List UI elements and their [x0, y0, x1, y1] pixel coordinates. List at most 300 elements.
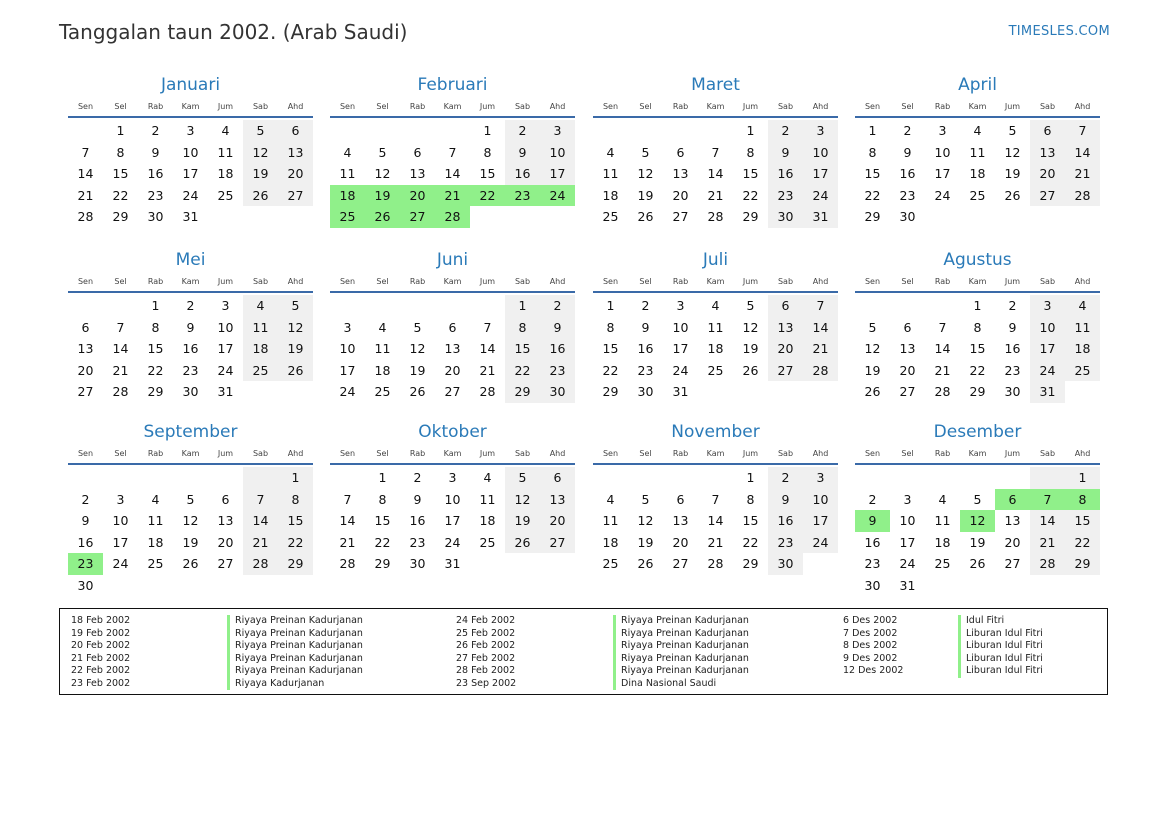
- day-empty: [1065, 206, 1100, 228]
- weekday-header: [855, 100, 1100, 114]
- day-empty: [628, 120, 663, 142]
- day-cell: 5: [505, 467, 540, 489]
- weekday-header: [855, 447, 1100, 461]
- day-cell: 13: [768, 317, 803, 339]
- day-cell: 4: [606, 491, 615, 507]
- day-empty: [925, 575, 960, 597]
- day-cell: 4: [378, 319, 387, 335]
- day-empty: [768, 381, 803, 403]
- day-cell: 11: [707, 319, 724, 335]
- day-cell: 11: [1065, 317, 1100, 339]
- holiday-date: 9 Des 2002: [843, 652, 898, 664]
- day-cell: 19: [182, 534, 199, 550]
- day-cell: 15: [147, 341, 164, 357]
- day-cell: 18: [934, 534, 951, 550]
- day-cell: 17: [444, 513, 461, 529]
- day-cell: 5: [641, 491, 650, 507]
- day-cell: 24: [803, 185, 838, 207]
- day-cell: 14: [339, 513, 356, 529]
- day-cell: 16: [505, 163, 540, 185]
- day-cell: 10: [217, 319, 234, 335]
- day-cell: 3: [221, 298, 230, 313]
- day-cell: 23: [540, 360, 575, 382]
- day-cell: 4: [606, 144, 615, 160]
- day-empty: [733, 381, 768, 403]
- day-empty: [103, 467, 138, 489]
- day-empty: [925, 467, 960, 489]
- day-cell: 12: [243, 142, 278, 164]
- day-cell: 7: [483, 319, 492, 335]
- weekday-label: Sen: [339, 449, 356, 458]
- holiday-date: 7 Des 2002: [843, 627, 898, 639]
- day-cell: 2: [1008, 298, 1017, 313]
- day-cell: 1: [151, 298, 160, 313]
- day-cell: 19: [637, 534, 654, 550]
- day-cell: 16: [899, 166, 916, 182]
- day-cell: 1: [505, 295, 540, 317]
- month-name: Oktober: [418, 422, 487, 442]
- holiday-date: 20 Feb 2002: [71, 640, 131, 651]
- day-cell: 6: [676, 491, 685, 507]
- weekday-label: Jum: [742, 102, 759, 111]
- holiday-names-col-3: [958, 615, 1043, 678]
- day-cell: 22: [505, 360, 540, 382]
- day-cell: 16: [182, 341, 199, 357]
- day-cell: 15: [864, 166, 881, 182]
- month-name: Agustus: [943, 250, 1012, 270]
- day-cell: 29: [742, 556, 759, 572]
- day-cell: 5: [868, 319, 877, 335]
- holiday-name: Riyaya Preinan Kadurjanan: [227, 615, 363, 628]
- day-cell: 7: [243, 489, 278, 511]
- day-cell: 8: [483, 144, 492, 160]
- month-divider: [855, 291, 1100, 293]
- day-cell: 4: [483, 470, 492, 485]
- day-cell: 7: [938, 319, 947, 335]
- day-cell: 3: [186, 123, 195, 138]
- weekday-header: [330, 447, 575, 461]
- day-empty: [995, 206, 1030, 228]
- month-divider: [330, 291, 575, 293]
- day-cell: 23: [68, 553, 103, 575]
- weekday-label: Sen: [864, 449, 881, 458]
- day-empty: [855, 295, 890, 317]
- weekday-header: [855, 275, 1100, 289]
- day-cell: 12: [637, 513, 654, 529]
- day-cell: 30: [768, 553, 803, 575]
- day-cell: 1: [483, 123, 492, 138]
- day-cell: 6: [995, 489, 1030, 511]
- day-cell: 9: [903, 144, 912, 160]
- day-cell: 7: [81, 144, 90, 160]
- weekday-label: Rab: [672, 102, 689, 111]
- day-cell: 25: [1065, 360, 1100, 382]
- holiday-name: Idul Fitri: [958, 615, 1043, 628]
- day-cell: 11: [602, 513, 619, 529]
- weekday-label: Sab: [1039, 102, 1056, 111]
- day-empty: [103, 295, 138, 317]
- day-cell: 2: [540, 295, 575, 317]
- day-cell: 8: [868, 144, 877, 160]
- day-cell: 8: [151, 319, 160, 335]
- day-cell: 19: [864, 362, 881, 378]
- holiday-date: 28 Feb 2002: [456, 665, 516, 676]
- day-cell: 19: [409, 362, 426, 378]
- weekday-header: [68, 447, 313, 461]
- day-cell: 9: [81, 513, 90, 529]
- day-cell: 6: [540, 467, 575, 489]
- weekday-label: Sel: [639, 102, 652, 111]
- day-empty: [1030, 467, 1065, 489]
- weekday-label: Ahd: [287, 102, 304, 111]
- day-empty: [138, 575, 173, 597]
- day-empty: [470, 295, 505, 317]
- weekday-label: Ahd: [549, 449, 566, 458]
- day-cell: 31: [803, 206, 838, 228]
- day-empty: [470, 206, 505, 228]
- day-cell: 26: [243, 185, 278, 207]
- day-cell: 5: [973, 491, 982, 507]
- holiday-date: 8 Des 2002: [843, 640, 898, 651]
- day-cell: 17: [803, 510, 838, 532]
- day-cell: 23: [864, 556, 881, 572]
- day-cell: 23: [147, 187, 164, 203]
- holiday-name: Liburan Idul Fitri: [958, 640, 1043, 653]
- day-cell: 24: [182, 187, 199, 203]
- day-grid: [593, 120, 838, 228]
- day-cell: 19: [505, 510, 540, 532]
- weekday-label: Rab: [934, 277, 951, 286]
- day-cell: 3: [540, 120, 575, 142]
- weekday-header: [593, 447, 838, 461]
- day-cell: 27: [540, 532, 575, 554]
- month-divider: [593, 116, 838, 118]
- day-cell: 25: [330, 206, 365, 228]
- day-cell: 11: [969, 144, 986, 160]
- weekday-label: Sen: [864, 102, 881, 111]
- day-cell: 30: [864, 577, 881, 593]
- day-cell: 1: [116, 123, 125, 138]
- day-empty: [960, 467, 995, 489]
- day-cell: 20: [899, 362, 916, 378]
- day-cell: 20: [400, 185, 435, 207]
- day-empty: [208, 575, 243, 597]
- day-cell: 17: [182, 166, 199, 182]
- day-cell: 21: [435, 185, 470, 207]
- day-cell: 9: [641, 319, 650, 335]
- day-cell: 31: [182, 209, 199, 225]
- day-cell: 21: [112, 362, 129, 378]
- day-cell: 26: [409, 384, 426, 400]
- day-grid: [855, 120, 1100, 228]
- day-grid: [855, 467, 1100, 597]
- day-cell: 20: [278, 163, 313, 185]
- day-cell: 27: [1030, 185, 1065, 207]
- day-empty: [330, 295, 365, 317]
- day-cell: 17: [217, 341, 234, 357]
- day-cell: 2: [641, 298, 650, 313]
- day-cell: 5: [413, 319, 422, 335]
- day-cell: 15: [969, 341, 986, 357]
- day-cell: 2: [81, 491, 90, 507]
- day-cell: 23: [505, 185, 540, 207]
- day-cell: 13: [409, 166, 426, 182]
- month-divider: [68, 116, 313, 118]
- day-cell: 21: [1030, 532, 1065, 554]
- day-cell: 13: [899, 341, 916, 357]
- day-cell: 25: [243, 360, 278, 382]
- day-cell: 12: [742, 319, 759, 335]
- holiday-date: 18 Feb 2002: [71, 615, 131, 626]
- day-cell: 6: [81, 319, 90, 335]
- day-empty: [540, 553, 575, 575]
- day-cell: 3: [1030, 295, 1065, 317]
- day-empty: [925, 295, 960, 317]
- day-cell: 7: [343, 491, 352, 507]
- weekday-label: Rab: [409, 277, 426, 286]
- day-cell: 15: [742, 513, 759, 529]
- day-cell: 6: [278, 120, 313, 142]
- weekday-label: Rab: [934, 449, 951, 458]
- weekday-label: Kam: [443, 277, 462, 286]
- day-empty: [278, 206, 313, 228]
- day-cell: 7: [1030, 489, 1065, 511]
- day-cell: 30: [182, 384, 199, 400]
- day-cell: 11: [339, 166, 356, 182]
- day-cell: 12: [182, 513, 199, 529]
- weekday-label: Ahd: [812, 277, 829, 286]
- weekday-label: Kam: [181, 102, 200, 111]
- day-cell: 24: [112, 556, 129, 572]
- weekday-label: Sel: [376, 449, 389, 458]
- holiday-names-col-2: [613, 615, 749, 690]
- day-cell: 8: [1065, 489, 1100, 511]
- weekday-label: Kam: [181, 277, 200, 286]
- weekday-label: Kam: [443, 449, 462, 458]
- day-empty: [1030, 575, 1065, 597]
- day-empty: [890, 295, 925, 317]
- day-cell: 3: [903, 491, 912, 507]
- weekday-label: Sab: [777, 277, 794, 286]
- weekday-label: Jum: [1004, 449, 1021, 458]
- day-cell: 15: [278, 510, 313, 532]
- day-cell: 11: [147, 513, 164, 529]
- day-cell: 3: [803, 120, 838, 142]
- day-cell: 17: [339, 362, 356, 378]
- holiday-name: Riyaya Preinan Kadurjanan: [227, 665, 363, 678]
- day-cell: 6: [448, 319, 457, 335]
- holiday-date: 25 Feb 2002: [456, 627, 516, 639]
- day-cell: 15: [602, 341, 619, 357]
- day-cell: 25: [479, 534, 496, 550]
- month-divider: [330, 463, 575, 465]
- month-divider: [593, 291, 838, 293]
- brand-link[interactable]: TIMESLES.COM: [1008, 24, 1110, 39]
- day-cell: 2: [868, 491, 877, 507]
- day-empty: [173, 575, 208, 597]
- day-cell: 6: [903, 319, 912, 335]
- weekday-label: Sel: [901, 102, 914, 111]
- day-cell: 18: [374, 362, 391, 378]
- weekday-label: Jum: [217, 449, 234, 458]
- day-cell: 22: [147, 362, 164, 378]
- day-cell: 12: [374, 166, 391, 182]
- month-name: Mei: [175, 250, 206, 270]
- day-cell: 21: [77, 187, 94, 203]
- day-empty: [68, 120, 103, 142]
- day-empty: [628, 467, 663, 489]
- weekday-label: Kam: [706, 449, 725, 458]
- day-empty: [960, 206, 995, 228]
- day-cell: 23: [768, 532, 803, 554]
- day-cell: 2: [186, 298, 195, 313]
- day-cell: 31: [672, 384, 689, 400]
- day-cell: 19: [742, 341, 759, 357]
- month-divider: [68, 291, 313, 293]
- day-cell: 3: [803, 467, 838, 489]
- day-cell: 29: [112, 209, 129, 225]
- day-cell: 9: [1008, 319, 1017, 335]
- day-cell: 14: [112, 341, 129, 357]
- weekday-label: Sab: [514, 102, 531, 111]
- day-cell: 14: [1065, 142, 1100, 164]
- day-cell: 19: [969, 534, 986, 550]
- day-cell: 7: [448, 144, 457, 160]
- weekday-label: Sen: [864, 277, 881, 286]
- weekday-label: Sab: [1039, 277, 1056, 286]
- month-name: Februari: [417, 75, 488, 95]
- day-cell: 1: [973, 298, 982, 313]
- weekday-label: Kam: [443, 102, 462, 111]
- day-cell: 22: [1065, 532, 1100, 554]
- weekday-label: Sel: [639, 277, 652, 286]
- day-cell: 5: [641, 144, 650, 160]
- day-cell: 30: [409, 556, 426, 572]
- day-empty: [698, 381, 733, 403]
- weekday-label: Kam: [968, 102, 987, 111]
- weekday-label: Rab: [147, 449, 164, 458]
- weekday-label: Ahd: [287, 449, 304, 458]
- day-empty: [505, 553, 540, 575]
- day-cell: 4: [1065, 295, 1100, 317]
- day-cell: 20: [1030, 163, 1065, 185]
- day-cell: 18: [330, 185, 365, 207]
- day-cell: 17: [112, 534, 129, 550]
- day-cell: 16: [864, 534, 881, 550]
- month-name: Juni: [436, 250, 469, 270]
- day-empty: [400, 120, 435, 142]
- month-name: Desember: [933, 422, 1022, 442]
- weekday-label: Ahd: [1074, 102, 1091, 111]
- day-cell: 24: [803, 532, 838, 554]
- day-cell: 16: [768, 510, 803, 532]
- day-cell: 20: [444, 362, 461, 378]
- weekday-label: Sab: [252, 449, 269, 458]
- day-cell: 8: [606, 319, 615, 335]
- day-cell: 19: [278, 338, 313, 360]
- holiday-name: Riyaya Preinan Kadurjanan: [227, 653, 363, 666]
- day-cell: 19: [365, 185, 400, 207]
- weekday-label: Jum: [479, 102, 496, 111]
- day-cell: 28: [479, 384, 496, 400]
- day-cell: 17: [540, 163, 575, 185]
- holiday-name: Riyaya Preinan Kadurjanan: [613, 615, 749, 628]
- day-cell: 7: [1065, 120, 1100, 142]
- day-cell: 27: [768, 360, 803, 382]
- day-cell: 12: [1004, 144, 1021, 160]
- day-cell: 13: [444, 341, 461, 357]
- holiday-date: 26 Feb 2002: [456, 640, 516, 651]
- day-empty: [243, 467, 278, 489]
- day-cell: 13: [217, 513, 234, 529]
- weekday-label: Jum: [742, 277, 759, 286]
- weekday-label: Sen: [339, 102, 356, 111]
- day-cell: 5: [1008, 123, 1017, 138]
- weekday-label: Rab: [672, 449, 689, 458]
- day-cell: 8: [746, 491, 755, 507]
- holiday-date: 12 Des 2002: [843, 665, 904, 676]
- day-cell: 17: [899, 534, 916, 550]
- weekday-label: Sel: [376, 277, 389, 286]
- day-cell: 28: [243, 553, 278, 575]
- holiday-name: Liburan Idul Fitri: [958, 628, 1043, 641]
- day-cell: 14: [1030, 510, 1065, 532]
- holiday-dates-col-1: [71, 615, 130, 690]
- day-cell: 28: [803, 360, 838, 382]
- day-cell: 31: [217, 384, 234, 400]
- weekday-label: Sab: [514, 277, 531, 286]
- holiday-names-col-1: [227, 615, 363, 690]
- day-cell: 24: [444, 534, 461, 550]
- month-name: Maret: [691, 75, 740, 95]
- holiday-date: 19 Feb 2002: [71, 627, 131, 639]
- day-cell: 10: [182, 144, 199, 160]
- day-cell: 15: [374, 513, 391, 529]
- day-empty: [995, 467, 1030, 489]
- day-cell: 2: [151, 123, 160, 138]
- day-cell: 22: [969, 362, 986, 378]
- day-cell: 26: [742, 362, 759, 378]
- weekday-label: Sen: [77, 102, 94, 111]
- holiday-date: 21 Feb 2002: [71, 652, 131, 664]
- day-cell: 13: [278, 142, 313, 164]
- day-cell: 5: [378, 144, 387, 160]
- day-empty: [330, 120, 365, 142]
- day-cell: 15: [479, 166, 496, 182]
- day-cell: 29: [147, 384, 164, 400]
- day-empty: [243, 206, 278, 228]
- day-cell: 13: [1030, 142, 1065, 164]
- day-empty: [1065, 381, 1100, 403]
- day-cell: 12: [864, 341, 881, 357]
- day-empty: [330, 467, 365, 489]
- holiday-dates-col-3: [843, 615, 903, 678]
- day-cell: 13: [1004, 513, 1021, 529]
- holiday-date: 23 Sep 2002: [456, 677, 517, 689]
- holiday-name: Riyaya Preinan Kadurjanan: [613, 640, 749, 653]
- day-cell: 1: [746, 470, 755, 485]
- weekday-label: Jum: [479, 277, 496, 286]
- day-empty: [103, 575, 138, 597]
- day-cell: 23: [182, 362, 199, 378]
- day-cell: 3: [448, 470, 457, 485]
- day-empty: [803, 553, 838, 575]
- day-cell: 26: [969, 556, 986, 572]
- weekday-label: Rab: [934, 102, 951, 111]
- weekday-label: Jum: [479, 449, 496, 458]
- day-cell: 14: [934, 341, 951, 357]
- day-grid: [330, 295, 575, 403]
